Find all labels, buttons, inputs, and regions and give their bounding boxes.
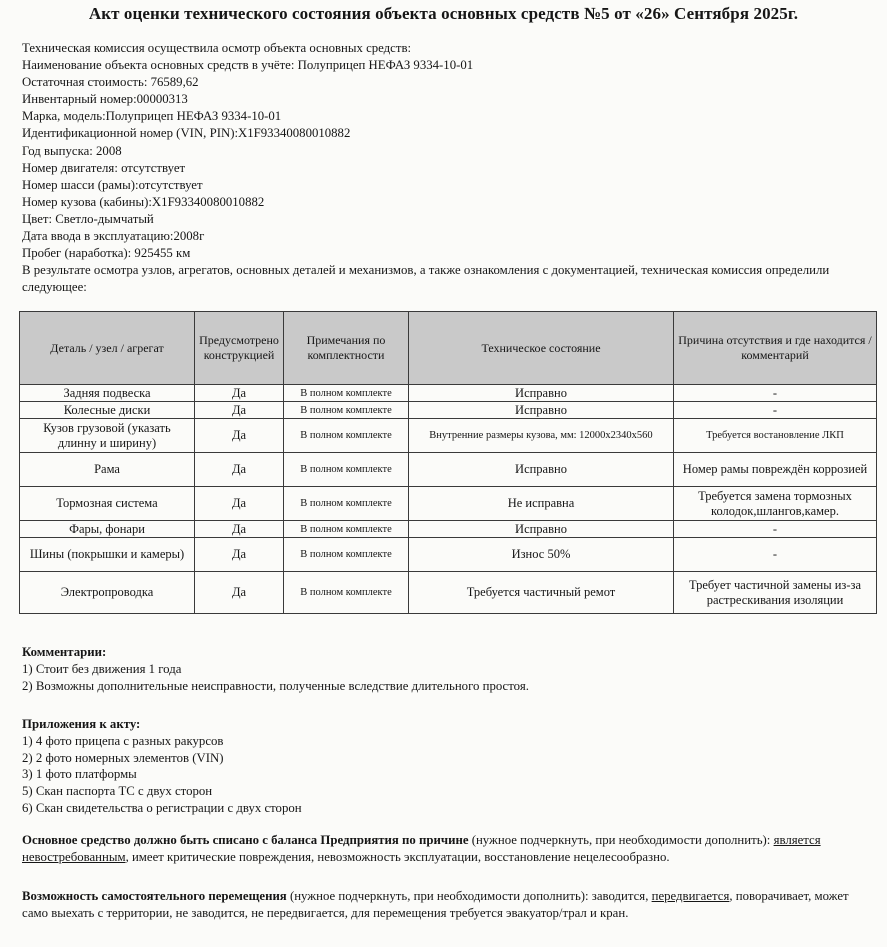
object-info	[22, 40, 872, 296]
comment-item: 2) Возможны дополнительные неисправности, полученные вследствие длительного простоя.	[22, 679, 529, 693]
cell-provided: Да	[195, 521, 284, 538]
cell-comment: Требуется востановление ЛКП	[674, 419, 877, 453]
table-row	[20, 487, 877, 521]
info-intro: Техническая комиссия осуществила осмотр объекта основных средств:	[22, 41, 412, 55]
document-title: Акт оценки технического состояния объекта основных средств №5 от «26» Сентября 2025г.	[88, 4, 799, 23]
table-row	[20, 538, 877, 572]
info-mileage: Пробег (наработка): 925455 км	[22, 246, 191, 261]
movement-other-options: , поворачивает, может само выехать с территории, не заводится, не передвигается, для перемещения требуется эвакуатор/трал и кран.	[22, 889, 849, 920]
cell-completeness: В полном комплекте	[284, 521, 409, 538]
cell-part: Кузов грузовой (указать длинну и ширину)	[20, 419, 195, 453]
cell-comment: Требуется замена тормозных колодок,шлангов,камер.	[674, 487, 877, 521]
table-row	[20, 453, 877, 487]
cell-condition: Исправно	[409, 521, 674, 538]
cell-part: Рама	[20, 453, 195, 487]
write-off-other-options: , имеет критические повреждения, невозможность эксплуатации, восстановление нецелесообразно.	[125, 850, 670, 864]
attachment-item: 2) 2 фото номерных элементов (VIN)	[22, 750, 224, 765]
cell-condition: Не исправна	[409, 487, 674, 521]
cell-condition: Исправно	[409, 385, 674, 402]
cell-provided: Да	[195, 453, 284, 487]
table-row	[20, 385, 877, 402]
cell-part: Шины (покрышки и камеры)	[20, 538, 195, 572]
header-provided: Предусмотрено конструкцией	[195, 312, 284, 385]
cell-part: Тормозная система	[20, 487, 195, 521]
cell-provided: Да	[195, 487, 284, 521]
cell-completeness: В полном комплекте	[284, 453, 409, 487]
write-off-label: Основное средство должно быть списано с баланса Предприятия по причине	[22, 833, 469, 847]
attachment-item: 1) 4 фото прицепа с разных ракурсов	[22, 733, 224, 748]
cell-part: Колесные диски	[20, 402, 195, 419]
table-row	[20, 572, 877, 614]
cell-condition: Износ 50%	[409, 538, 674, 572]
cell-provided: Да	[195, 572, 284, 614]
cell-comment: Номер рамы повреждён коррозией	[674, 453, 877, 487]
info-conclusion: В результате осмотра узлов, агрегатов, основных деталей и механизмов, а также ознакомления с документацией, техническая комиссия определили следующее:	[22, 263, 830, 295]
comments-heading: Комментарии:	[22, 645, 107, 659]
header-comment: Причина отсутствия и где находится / комментарий	[674, 312, 877, 385]
cell-completeness: В полном комплекте	[284, 402, 409, 419]
movement-ability	[22, 888, 872, 922]
table-header-row	[20, 312, 877, 385]
cell-comment: -	[674, 385, 877, 402]
cell-provided: Да	[195, 402, 284, 419]
table-row	[20, 419, 877, 453]
cell-provided: Да	[195, 538, 284, 572]
movement-hint: (нужное подчеркнуть, при необходимости дополнить): заводится,	[286, 889, 652, 903]
info-color: Цвет: Светло-дымчатый	[22, 211, 154, 226]
attachments-section	[22, 716, 872, 817]
cell-provided: Да	[195, 419, 284, 453]
cell-completeness: В полном комплекте	[284, 572, 409, 614]
cell-part: Фары, фонари	[20, 521, 195, 538]
movement-selected-option: передвигается	[651, 889, 730, 903]
attachment-item: 6) Скан свидетельства о регистрации с двух сторон	[22, 800, 302, 815]
attachment-item: 3) 1 фото платформы	[22, 767, 137, 782]
comments-section	[22, 644, 872, 695]
info-inventory-number: Инвентарный номер:00000313	[22, 92, 188, 107]
cell-completeness: В полном комплекте	[284, 419, 409, 453]
cell-comment: Требует частичной замены из-за растрескивания изоляции	[674, 572, 877, 614]
cell-part: Электропроводка	[20, 572, 195, 614]
cell-comment: -	[674, 402, 877, 419]
write-off-reason	[22, 832, 872, 866]
info-residual-value: Остаточная стоимость: 76589,62	[22, 75, 199, 90]
info-year: Год выпуска: 2008	[22, 143, 122, 158]
cell-condition: Требуется частичный ремот	[409, 572, 674, 614]
cell-condition: Внутренние размеры кузова, мм: 12000х2340х560	[409, 419, 674, 453]
cell-provided: Да	[195, 385, 284, 402]
info-body-number: Номер кузова (кабины):X1F93340080010882	[22, 194, 265, 209]
info-engine-number: Номер двигателя: отсутствует	[22, 160, 186, 175]
info-vin: Идентификационной номер (VIN, PIN):X1F93340080010882	[22, 126, 351, 141]
cell-completeness: В полном комплекте	[284, 538, 409, 572]
cell-comment: -	[674, 521, 877, 538]
comment-item: 1) Стоит без движения 1 года	[22, 662, 182, 676]
attachments-heading: Приложения к акту:	[22, 717, 141, 731]
info-chassis-number: Номер шасси (рамы):отсутствует	[22, 177, 203, 192]
cell-comment: -	[674, 538, 877, 572]
movement-label: Возможность самостоятельного перемещения	[22, 889, 287, 903]
inspection-table	[19, 311, 877, 614]
cell-condition: Исправно	[409, 402, 674, 419]
header-condition: Техническое состояние	[409, 312, 674, 385]
header-part: Деталь / узел / агрегат	[20, 312, 195, 385]
info-name: Наименование объекта основных средств в учёте: Полуприцеп НЕФАЗ 9334-10-01	[22, 58, 474, 73]
table-row	[20, 402, 877, 419]
table-row	[20, 521, 877, 538]
info-commission-date: Дата ввода в эксплуатацию:2008г	[22, 229, 205, 244]
header-completeness: Примечания по комплектности	[284, 312, 409, 385]
cell-completeness: В полном комплекте	[284, 487, 409, 521]
write-off-hint: (нужное подчеркнуть, при необходимости дополнить):	[468, 833, 774, 847]
cell-part: Задняя подвеска	[20, 385, 195, 402]
info-brand-model: Марка, модель:Полуприцеп НЕФАЗ 9334-10-01	[22, 109, 282, 124]
cell-completeness: В полном комплекте	[284, 385, 409, 402]
attachment-item: 5) Скан паспорта ТС с двух сторон	[22, 784, 213, 799]
cell-condition: Исправно	[409, 453, 674, 487]
write-off-selected-option: является невостребованным	[22, 833, 821, 864]
